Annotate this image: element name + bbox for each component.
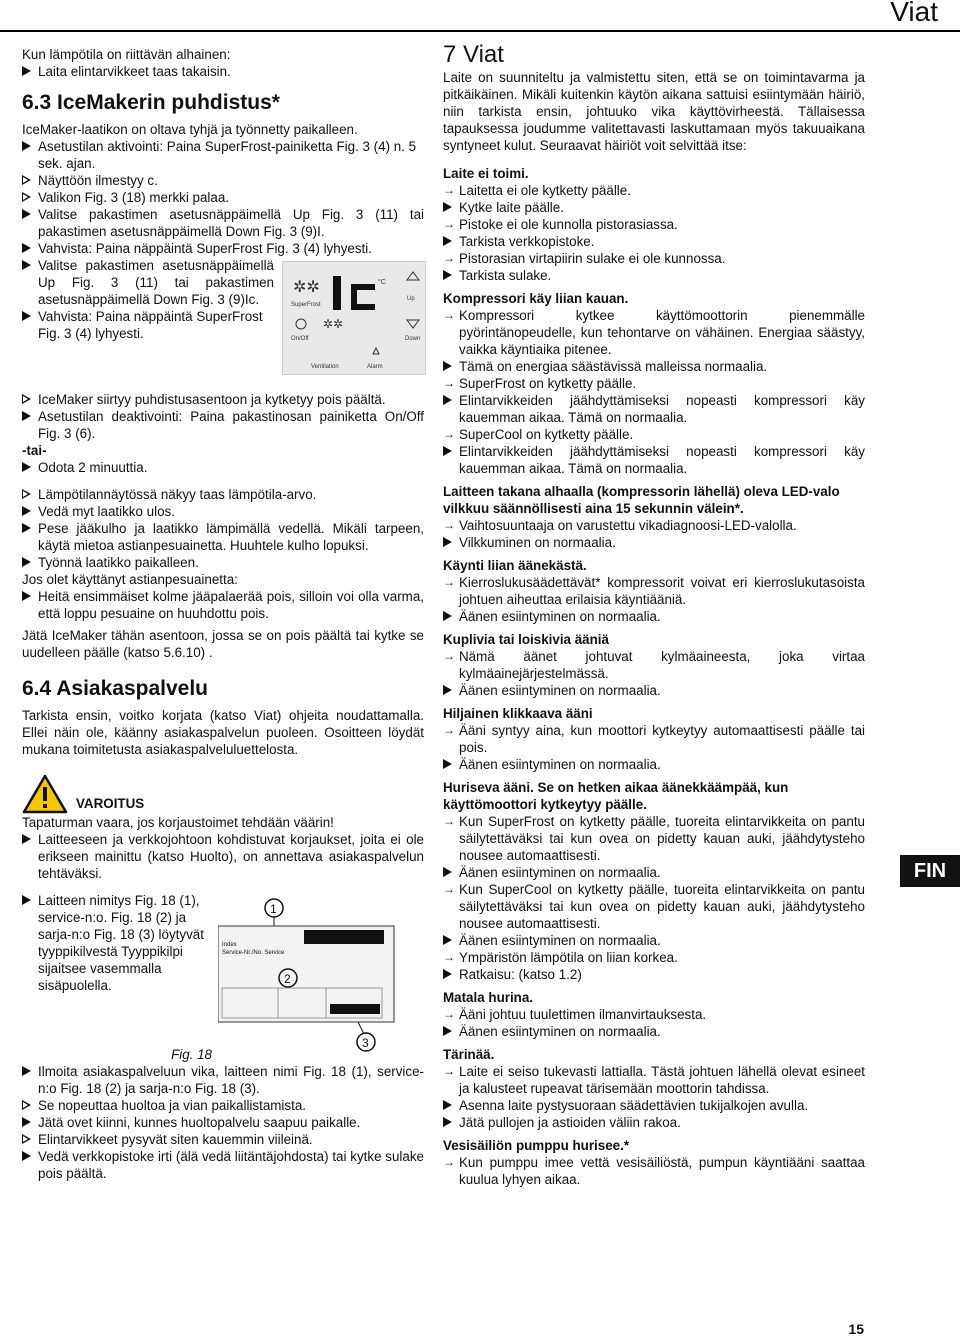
step-item: Ilmoita asiakaspalveluun vika, laitteen nimi Fig. 18 (1), service-n:o Fig. 18 (2) ja sarja-n:o Fig. 18 (3). xyxy=(22,1063,424,1097)
result-item: Elintarvikkeet pysyvät siten kauemmin viileinä. xyxy=(22,1131,424,1148)
outline-triangle-icon xyxy=(22,192,31,202)
alarm-icon xyxy=(373,348,379,354)
remedy-item: Asenna laite pystysuoraan säädettävien tukijalkojen avulla. xyxy=(443,1097,865,1114)
text: Tapaturman vaara, jos korjaustoimet tehdään väärin! xyxy=(22,815,334,830)
page-header-title: Viat xyxy=(890,0,938,27)
remedy-item: Tämä on energiaa säästävissä malleissa normaalia. xyxy=(443,358,865,375)
plate-marker-1: 1 xyxy=(270,902,277,916)
cause-item: → SuperFrost on kytketty päälle. xyxy=(443,376,637,391)
fault-heading: Kuplivia tai loiskivia ääniä xyxy=(443,632,609,647)
step-item: Asetustilan deaktivointi: Paina pakastinosan painiketta On/Off Fig. 3 (6). xyxy=(22,408,424,442)
panel-up-label: Up xyxy=(407,296,415,302)
step-item: Laitteeseen ja verkkojohtoon kohdistuvat korjaukset, joita ei ole erikseen mainittu (katso Huolto), on annettava asiakaspalvelun tehtäväksi. xyxy=(22,831,424,882)
step-item: Valitse pakastimen asetusnäppäimellä Up Fig. 3 (11) tai pakastimen asetusnäppäimellä Down Fig. 3 (9)I. xyxy=(22,206,424,240)
intro-text: Laite on suunniteltu ja valmistettu siten, että se on toimintavarma ja pitkäikäinen. Mikäli kuitenkin käytön aikana sattuisi esiintymään häiriö, niin tarkista ensin, johtuuko vika käyttövirheestä. Tällaisessa tapauksessa joudumme valitettavasti laskuttamaan myös takuuaikana syntyneet kulut. Seuraavat häiriöt voit selvittää itse: xyxy=(443,70,865,153)
fault-heading: Hiljainen klikkaava ääni xyxy=(443,706,593,721)
step-item: Laitteen nimitys Fig. 18 (1), service-n:o. Fig. 18 (2) ja sarja-n:o Fig. 18 (3) löytyvät tyyppikilvestä Tyyppikilpi sijaitsee vasemmalla sisäpuolella. xyxy=(22,892,424,994)
left-column xyxy=(22,46,424,1182)
result-item: Valikon Fig. 3 (18) merkki palaa. xyxy=(22,189,424,206)
cause-item: → Kierroslukusäädettävät* kompressorit voivat eri kierroslukutasoista johtuen aiheuttaa erilaisia käyntiääniä. xyxy=(443,575,865,607)
arrow-right-icon: → xyxy=(443,1155,455,1169)
arrow-right-icon: → xyxy=(443,518,455,532)
step-item: Laita elintarvikkeet taas takaisin. xyxy=(22,63,424,80)
fault-heading: Huriseva ääni. Se on hetken aikaa äänekkäämpää, kun käyttömoottori kytkeytyy päälle. xyxy=(443,780,789,812)
panel-superfrost-label: SuperFrost xyxy=(291,302,321,308)
header-rule xyxy=(0,30,960,32)
cause-item: → SuperCool on kytketty päälle. xyxy=(443,427,634,442)
bullet-triangle-icon xyxy=(22,834,31,844)
step-item: Vedä verkkopistoke irti (älä vedä liitäntäjohdosta) tai kytke sulake pois päältä. xyxy=(22,1148,424,1182)
bullet-triangle-icon xyxy=(22,1066,31,1076)
text: Jos olet käyttänyt astianpesuainetta: xyxy=(22,572,238,587)
arrow-right-icon: → xyxy=(443,950,455,964)
bullet-triangle-icon xyxy=(22,557,31,567)
bullet-triangle-icon xyxy=(22,591,31,601)
result-item: Se nopeuttaa huoltoa ja vian paikallistamista. xyxy=(22,1097,424,1114)
result-item: Lämpötilannäytössä näkyy taas lämpötila-arvo. xyxy=(22,486,424,503)
step-item: Vedä myt laatikko ulos. xyxy=(22,503,424,520)
cause-item: → Laite ei seiso tukevasti lattialla. Tästä johtuen lähellä olevat esineet ja kalusteet rupeavat tärisemään moottorin tahdissa. xyxy=(443,1064,865,1096)
text: IceMaker-laatikon on oltava tyhjä ja työnnetty paikalleen. xyxy=(22,122,358,137)
remedy-item: Ratkaisu: (katso 1.2) xyxy=(443,966,865,983)
text: Kun lämpötila on riittävän alhainen: xyxy=(22,47,231,62)
warning-icon xyxy=(22,774,68,814)
bullet-triangle-icon xyxy=(22,895,31,905)
chapter-title: 7 Viat xyxy=(443,41,504,68)
arrow-right-icon: → xyxy=(443,575,455,589)
bullet-triangle-icon xyxy=(22,66,31,76)
panel-alarm-label: Alarm xyxy=(367,364,383,370)
bullet-triangle-icon xyxy=(443,395,452,405)
bullet-triangle-icon xyxy=(443,537,452,547)
cause-item: → Kun SuperCool on kytketty päälle, tuoreita elintarvikkeita on pantu säilytettäväksi tai kun ovea on pidetty kauan auki, jäähdytysteho nousee automaattisesti. xyxy=(443,882,865,931)
bullet-triangle-icon xyxy=(443,935,452,945)
cause-item: → Ympäristön lämpötila on liian korkea. xyxy=(443,950,678,965)
panel-unit: °C xyxy=(378,279,386,286)
cause-item: → Kun pumppu imee vettä vesisäiliöstä, pumpun käyntiääni saattaa kuulua lyhyen aikaa. xyxy=(443,1155,865,1187)
outline-triangle-icon xyxy=(22,1134,31,1144)
cause-item: → Pistoke ei ole kunnolla pistorasiassa. xyxy=(443,217,678,232)
bullet-triangle-icon xyxy=(22,1117,31,1127)
cause-item: → Pistorasian virtapiirin sulake ei ole kunnossa. xyxy=(443,251,726,266)
bullet-triangle-icon xyxy=(22,209,31,219)
remedy-item: Äänen esiintyminen on normaalia. xyxy=(443,756,865,773)
arrow-right-icon: → xyxy=(443,723,455,737)
language-badge: FIN xyxy=(900,855,960,887)
cause-item: → Ääni johtuu tuulettimen ilmanvirtauksesta. xyxy=(443,1007,707,1022)
bullet-triangle-icon xyxy=(443,685,452,695)
arrow-right-icon: → xyxy=(443,217,455,231)
fault-heading: Matala hurina. xyxy=(443,990,534,1005)
arrow-right-icon: → xyxy=(443,649,455,663)
cause-item: → Kompressori kytkee käyttömoottorin pienemmälle pyörintänopeudelle, kun tehontarve on vähäinen. Energiaa säästyy, vaikka käyntiaika pitenee. xyxy=(443,308,865,357)
bullet-triangle-icon xyxy=(22,523,31,533)
remedy-item: Äänen esiintyminen on normaalia. xyxy=(443,608,865,625)
bullet-triangle-icon xyxy=(443,1026,452,1036)
plate-marker-2: 2 xyxy=(284,972,291,986)
step-item: Heitä ensimmäiset kolme jääpalaerää pois, silloin voi olla varma, että loppu pesuaine on huuhdottu pois. xyxy=(22,588,424,622)
right-column xyxy=(443,41,865,1188)
step-item: Valitse pakastimen asetusnäppäimellä Up Fig. 3 (11) tai pakastimen asetusnäppäimellä Down Fig. 3 (9)Ic. xyxy=(22,257,424,308)
step-item: Vahvista: Paina näppäintä SuperFrost Fig. 3 (4) lyhyesti. xyxy=(22,240,424,257)
warning-label: VAROITUS xyxy=(76,796,145,811)
fault-heading: Vesisäiliön pumppu hurisee.* xyxy=(443,1138,630,1153)
bullet-triangle-icon xyxy=(22,1151,31,1161)
fault-heading: Laitteen takana alhaalla (kompressorin lähellä) oleva LED-valo vilkkuu säännöllisesti aina 15 sekunnin välein*. xyxy=(443,484,840,516)
remedy-item: Äänen esiintyminen on normaalia. xyxy=(443,864,865,881)
outline-triangle-icon xyxy=(22,489,31,499)
page-number: 15 xyxy=(848,1321,864,1337)
remedy-item: Elintarvikkeiden jäähdyttämiseksi nopeasti kompressori käy kauemman aikaa. Tämä on normaalia. xyxy=(443,443,865,477)
bullet-triangle-icon xyxy=(443,1117,452,1127)
remedy-item: Elintarvikkeiden jäähdyttämiseksi nopeasti kompressori käy kauemman aikaa. Tämä on normaalia. xyxy=(443,392,865,426)
cause-item: → Vaihtosuuntaaja on varustettu vikadiagnoosi-LED-valolla. xyxy=(443,518,797,533)
fault-heading: Laite ei toimi. xyxy=(443,166,529,181)
bullet-triangle-icon xyxy=(443,1100,452,1110)
bullet-triangle-icon xyxy=(22,141,31,151)
remedy-item: Kytke laite päälle. xyxy=(443,199,865,216)
cause-item: → Nämä äänet johtuvat kylmäaineesta, joka virtaa kylmäainejärjestelmässä. xyxy=(443,649,865,681)
arrow-right-icon: → xyxy=(443,814,455,828)
bullet-triangle-icon xyxy=(443,759,452,769)
bullet-triangle-icon xyxy=(443,446,452,456)
bullet-triangle-icon xyxy=(443,236,452,246)
step-item: Jätä ovet kiinni, kunnes huoltopalvelu saapuu paikalle. xyxy=(22,1114,424,1131)
remedy-item: Tarkista sulake. xyxy=(443,267,865,284)
outline-triangle-icon xyxy=(22,1100,31,1110)
outline-triangle-icon xyxy=(22,175,31,185)
arrow-right-icon: → xyxy=(443,427,455,441)
arrow-right-icon: → xyxy=(443,183,455,197)
arrow-right-icon: → xyxy=(443,251,455,265)
bullet-triangle-icon xyxy=(443,270,452,280)
remedy-item: Jätä pullojen ja astioiden väliin rakoa. xyxy=(443,1114,865,1131)
bullet-triangle-icon xyxy=(22,311,31,321)
bullet-triangle-icon xyxy=(443,969,452,979)
cause-item: → Kun SuperFrost on kytketty päälle, tuoreita elintarvikkeita on pantu säilytettäväksi tai kun ovea on pidetty kauan auki, jäähdytysteho nousee automaattisesti. xyxy=(443,814,865,863)
remedy-item: Äänen esiintyminen on normaalia. xyxy=(443,682,865,699)
remedy-item: Vilkkuminen on normaalia. xyxy=(443,534,865,551)
panel-ventilation-label: Ventilation xyxy=(311,364,339,370)
bullet-triangle-icon xyxy=(443,361,452,371)
warning-block xyxy=(22,774,424,814)
text: Jätä IceMaker tähän asentoon, jossa se on pois päältä tai kytke se uudelleen päälle (katso 5.6.10) . xyxy=(22,628,424,660)
plate-marker-3: 3 xyxy=(362,1036,369,1050)
step-item: Vahvista: Paina näppäintä SuperFrost Fig. 3 (4) lyhyesti. xyxy=(22,308,424,342)
outline-triangle-icon xyxy=(22,394,31,404)
figure-caption: Fig. 18 xyxy=(171,1047,212,1062)
fault-heading: Tärinää. xyxy=(443,1047,495,1062)
text: Tarkista ensin, voitko korjata (katso Viat) ohjeita noudattamalla. Ellei näin ole, käänny asiakaspalvelun puoleen. Osoitteen löydät mukana toimitetusta asiakaspalveluluettelosta. xyxy=(22,708,424,757)
arrow-right-icon: → xyxy=(443,882,455,896)
bullet-triangle-icon xyxy=(22,260,31,270)
bullet-triangle-icon xyxy=(443,867,452,877)
bullet-triangle-icon xyxy=(22,462,31,472)
bullet-triangle-icon xyxy=(443,202,452,212)
plate-service: Service-Nr./No. Service xyxy=(222,950,285,956)
section-heading: 6.3 IceMakerin puhdistus* xyxy=(22,91,280,114)
bullet-triangle-icon xyxy=(22,243,31,253)
bullet-triangle-icon xyxy=(22,411,31,421)
remedy-item: Tarkista verkkopistoke. xyxy=(443,233,865,250)
panel-onoff-label: On/Off xyxy=(291,336,309,342)
bullet-triangle-icon xyxy=(22,506,31,516)
plate-index: Index xyxy=(222,942,237,948)
step-item: Odota 2 minuuttia. xyxy=(22,459,424,476)
or-separator: -tai- xyxy=(22,443,47,458)
fault-heading: Käynti liian äänekästä. xyxy=(443,558,587,573)
remedy-item: Äänen esiintyminen on normaalia. xyxy=(443,932,865,949)
fault-heading: Kompressori käy liian kauan. xyxy=(443,291,629,306)
arrow-right-icon: → xyxy=(443,1007,455,1021)
step-item: Asetustilan aktivointi: Paina SuperFrost-painiketta Fig. 3 (4) n. 5 sek. ajan. xyxy=(22,138,424,172)
cause-item: → Laitetta ei ole kytketty päälle. xyxy=(443,183,631,198)
step-item: Työnnä laatikko paikalleen. xyxy=(22,554,424,571)
arrow-right-icon: → xyxy=(443,308,455,322)
step-item: Pese jääkulho ja laatikko lämpimällä vedellä. Mikäli tarpeen, käytä mietoa astianpesuainetta. Huuhtele kulho lopuksi. xyxy=(22,520,424,554)
svg-text:✲✲: ✲✲ xyxy=(323,317,344,331)
result-item: Näyttöön ilmestyy c. xyxy=(22,172,424,189)
section-heading: 6.4 Asiakaspalvelu xyxy=(22,677,209,700)
arrow-right-icon: → xyxy=(443,376,455,390)
panel-down-label: Down xyxy=(405,336,421,342)
snowflake-icon: ✲✲ xyxy=(293,279,320,296)
result-item: IceMaker siirtyy puhdistusasentoon ja kytketyy pois päältä. xyxy=(22,391,424,408)
arrow-right-icon: → xyxy=(443,1064,455,1078)
cause-item: → Ääni syntyy aina, kun moottori kytkeytyy automaattisesti päälle tai pois. xyxy=(443,723,865,755)
bullet-triangle-icon xyxy=(443,611,452,621)
remedy-item: Äänen esiintyminen on normaalia. xyxy=(443,1023,865,1040)
